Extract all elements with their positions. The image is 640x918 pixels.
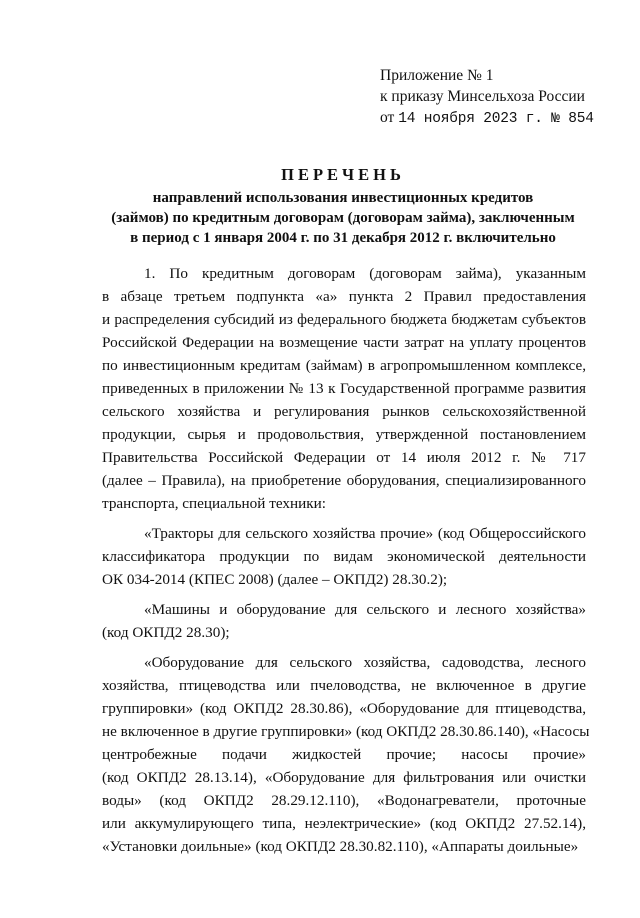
paragraph-spacer [102, 644, 586, 651]
body-line: или аккумулирующего типа, неэлектрические» (код ОКПД2 27.52.14), [102, 815, 586, 832]
appendix-order-date [380, 107, 630, 130]
body-line: в абзаце третьем подпункта «а» пункта 2 Правил предоставления [102, 288, 586, 305]
paragraph-spacer [102, 515, 586, 522]
body-line: 1. По кредитным договорам (договорам займа), указанным [144, 265, 586, 282]
document-subtitle-line: в период с 1 января 2004 г. по 31 декабря 2012 г. включительно [130, 230, 556, 246]
body-line: продукции, сырья и продовольствия, утвержденной постановлением [102, 426, 586, 443]
body-line: воды» (код ОКПД2 28.29.12.110), «Водонагреватели, проточные [102, 792, 586, 809]
appendix-number: Приложение № 1 [380, 67, 494, 84]
document-title: ПЕРЕЧЕНЬ [281, 165, 405, 184]
body-line: классификатора продукции по видам экономической деятельности [102, 548, 586, 565]
body-line: (код ОКПД2 28.30); [102, 624, 230, 641]
body-line: «Машины и оборудование для сельского и лесного хозяйства» [144, 601, 586, 618]
document-heading [100, 164, 586, 248]
body-paragraph [102, 598, 586, 644]
body-line: «Оборудование для сельского хозяйства, садоводства, лесного [144, 654, 586, 671]
body-line: «Установки доильные» (код ОКПД2 28.30.82.110), «Аппараты доильные» [102, 838, 579, 855]
body-line: и распределения субсидий из федерального бюджета бюджетам субъектов [102, 311, 586, 328]
body-line: не включенное в другие группировки» (код ОКПД2 28.30.86.140), «Насосы [102, 723, 590, 740]
body-line: хозяйства, птицеводства или пчеловодства, не включенное в другие [102, 677, 586, 694]
body-paragraph [102, 651, 590, 858]
body-line: (код ОКПД2 28.13.14), «Оборудование для фильтрования или очистки [102, 769, 586, 786]
document-subtitle-line: направлений использования инвестиционных кредитов [152, 190, 534, 206]
body-paragraph [102, 262, 586, 515]
body-line: центробежные подачи жидкостей прочие; насосы прочие» [102, 746, 586, 763]
body-line: (далее – Правила), на приобретение оборудования, специализированного [102, 472, 586, 489]
document-body [102, 262, 590, 858]
body-line: сельского хозяйства и регулирования рынков сельскохозяйственной [102, 403, 586, 420]
appendix-order-reference: к приказу Минсельхоза России [380, 88, 585, 105]
body-line: ОК 034-2014 (КПЕС 2008) (далее – ОКПД2) 28.30.2); [102, 571, 448, 588]
body-paragraph [102, 522, 586, 591]
body-line: группировки» (код ОКПД2 28.30.86), «Оборудование для птицеводства, [102, 700, 586, 717]
body-line: по инвестиционным кредитам (займам) в агропромышленном комплексе, [102, 357, 586, 374]
body-line: Правительства Российской Федерации от 14 июля 2012 г. № 717 [102, 449, 586, 466]
document-subtitle-line: (займов) по кредитным договорам (договорам займа), заключенным [111, 210, 575, 226]
paragraph-spacer [102, 591, 586, 598]
body-line: приведенных в приложении № 13 к Государственной программе развития [102, 380, 586, 397]
appendix-date-number: 14 ноября 2023 г. № 854 [398, 111, 594, 127]
body-line: «Тракторы для сельского хозяйства прочие» (код Общероссийского [144, 525, 586, 542]
body-line: транспорта, специальной техники: [102, 495, 326, 512]
appendix-header [380, 65, 630, 130]
appendix-date-prefix: от [380, 109, 399, 126]
body-line: Российской Федерации на возмещение части затрат на уплату процентов [102, 334, 586, 351]
